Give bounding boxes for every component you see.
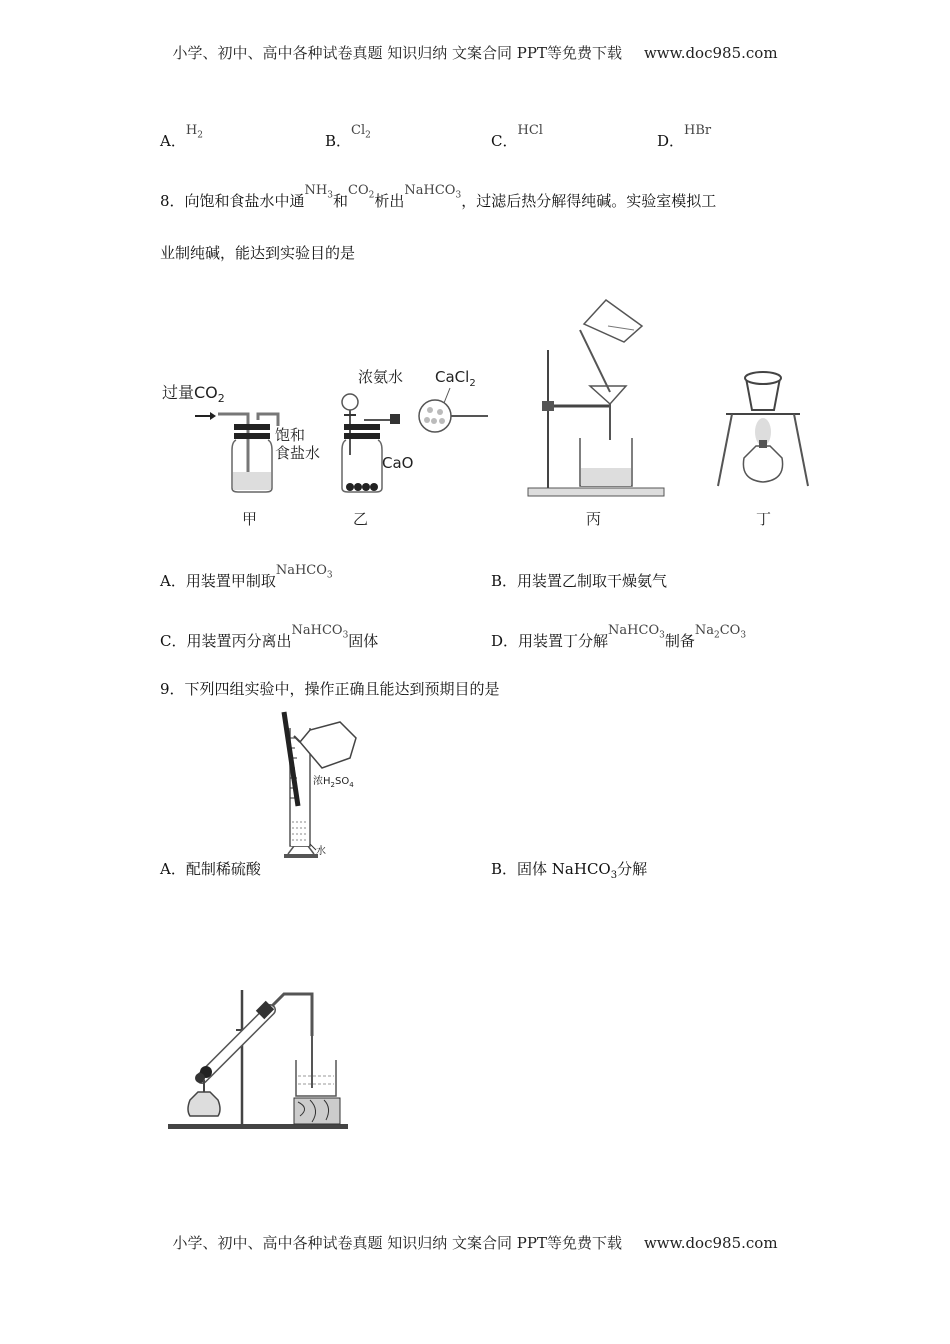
q8-formula-nh3: $NH_3$ xyxy=(304,183,333,201)
q9-figure-decompose xyxy=(160,980,360,1135)
svg-text:食盐水: 食盐水 xyxy=(275,444,321,462)
svg-text:过量CO2: 过量$CO_2$ xyxy=(162,383,225,405)
header-url[interactable]: www.doc985.com xyxy=(643,44,778,62)
page-header-bottom xyxy=(0,1232,950,1253)
svg-text:浓氨水: 浓氨水 xyxy=(358,368,404,386)
q7-option-a-letter: A． xyxy=(160,132,186,150)
svg-text:水: 水 xyxy=(316,846,326,857)
page-header-top xyxy=(0,42,950,63)
header-text: 小学、初中、高中各种试卷真题 知识归纳 文案合同 PPT等免费下载 xyxy=(172,44,622,62)
q7-option-b xyxy=(325,123,371,153)
q8-option-c-formula: NaHCO$_3$ xyxy=(291,623,349,641)
q7-option-b-letter: B． xyxy=(325,132,352,150)
apparatus-bing xyxy=(528,300,664,528)
svg-text:浓H2SO4: 浓$H_2SO_4$ xyxy=(313,776,354,789)
q8-option-a: A．用装置甲制取NaHCO$_3$ xyxy=(160,563,333,590)
q8-stem-line2: 业制纯碱，能达到实验目的是 xyxy=(160,244,356,262)
q9-stem: 9．下列四组实验中，操作正确且能达到预期目的是 xyxy=(160,680,500,698)
footer-url[interactable]: www.doc985.com xyxy=(643,1234,778,1252)
q8-apparatus-figure xyxy=(150,290,820,535)
q9-figure-dilute-acid xyxy=(270,708,380,858)
q8-option-d-formula2: $Na_2CO_3$ xyxy=(694,623,747,641)
q7-option-d xyxy=(657,123,712,151)
q7-option-a xyxy=(160,123,203,153)
q7-option-c xyxy=(491,123,543,151)
q9-option-b: B．固体 NaHCO$_3$分解 xyxy=(491,860,648,881)
q8-formula-nahco3: NaHCO$_3$ xyxy=(404,183,462,201)
q8-option-b: B．用装置乙制取干燥氨气 xyxy=(491,572,668,590)
q9-option-a: A．配制稀硫酸 xyxy=(160,860,261,878)
q8-option-c: C．用装置丙分离出NaHCO$_3$固体 xyxy=(160,623,379,650)
q8-stem-part3: 析出 xyxy=(374,192,405,210)
apparatus-jia xyxy=(162,383,320,528)
q8-option-a-formula: NaHCO$_3$ xyxy=(275,563,333,581)
footer-text: 小学、初中、高中各种试卷真题 知识归纳 文案合同 PPT等免费下载 xyxy=(172,1234,622,1252)
svg-text:饱和: 饱和 xyxy=(275,426,306,444)
svg-text:乙: 乙 xyxy=(353,510,369,528)
q8-option-d-formula1: NaHCO$_3$ xyxy=(608,623,665,641)
q7-option-c-formula: HCl xyxy=(517,123,543,138)
apparatus-ding xyxy=(718,372,808,528)
q7-option-d-letter: D． xyxy=(657,132,685,150)
svg-text:丙: 丙 xyxy=(586,510,602,528)
q8-stem-part1: 8．向饱和食盐水中通 xyxy=(160,192,305,210)
q8-stem-line1 xyxy=(160,183,717,213)
q8-formula-co2: $CO_2$ xyxy=(348,183,375,201)
svg-text:CaO: CaO xyxy=(382,454,414,472)
svg-text:丁: 丁 xyxy=(756,510,772,528)
svg-text:CaCl2: CaCl$_2$ xyxy=(435,368,476,389)
q8-option-d: D．用装置丁分解NaHCO$_3$制备$Na_2CO_3$ xyxy=(491,623,747,650)
q7-option-b-formula: $Cl_2$ xyxy=(351,123,371,141)
q8-stem-part2: 和 xyxy=(333,192,349,210)
svg-text:甲: 甲 xyxy=(242,510,258,528)
q7-option-c-letter: C． xyxy=(491,132,518,150)
q7-option-d-formula: HBr xyxy=(684,123,712,138)
q7-option-a-formula: $H_2$ xyxy=(185,123,203,141)
q8-stem-part4: ，过滤后热分解得纯碱。实验室模拟工 xyxy=(461,192,717,210)
apparatus-yi xyxy=(342,368,488,528)
